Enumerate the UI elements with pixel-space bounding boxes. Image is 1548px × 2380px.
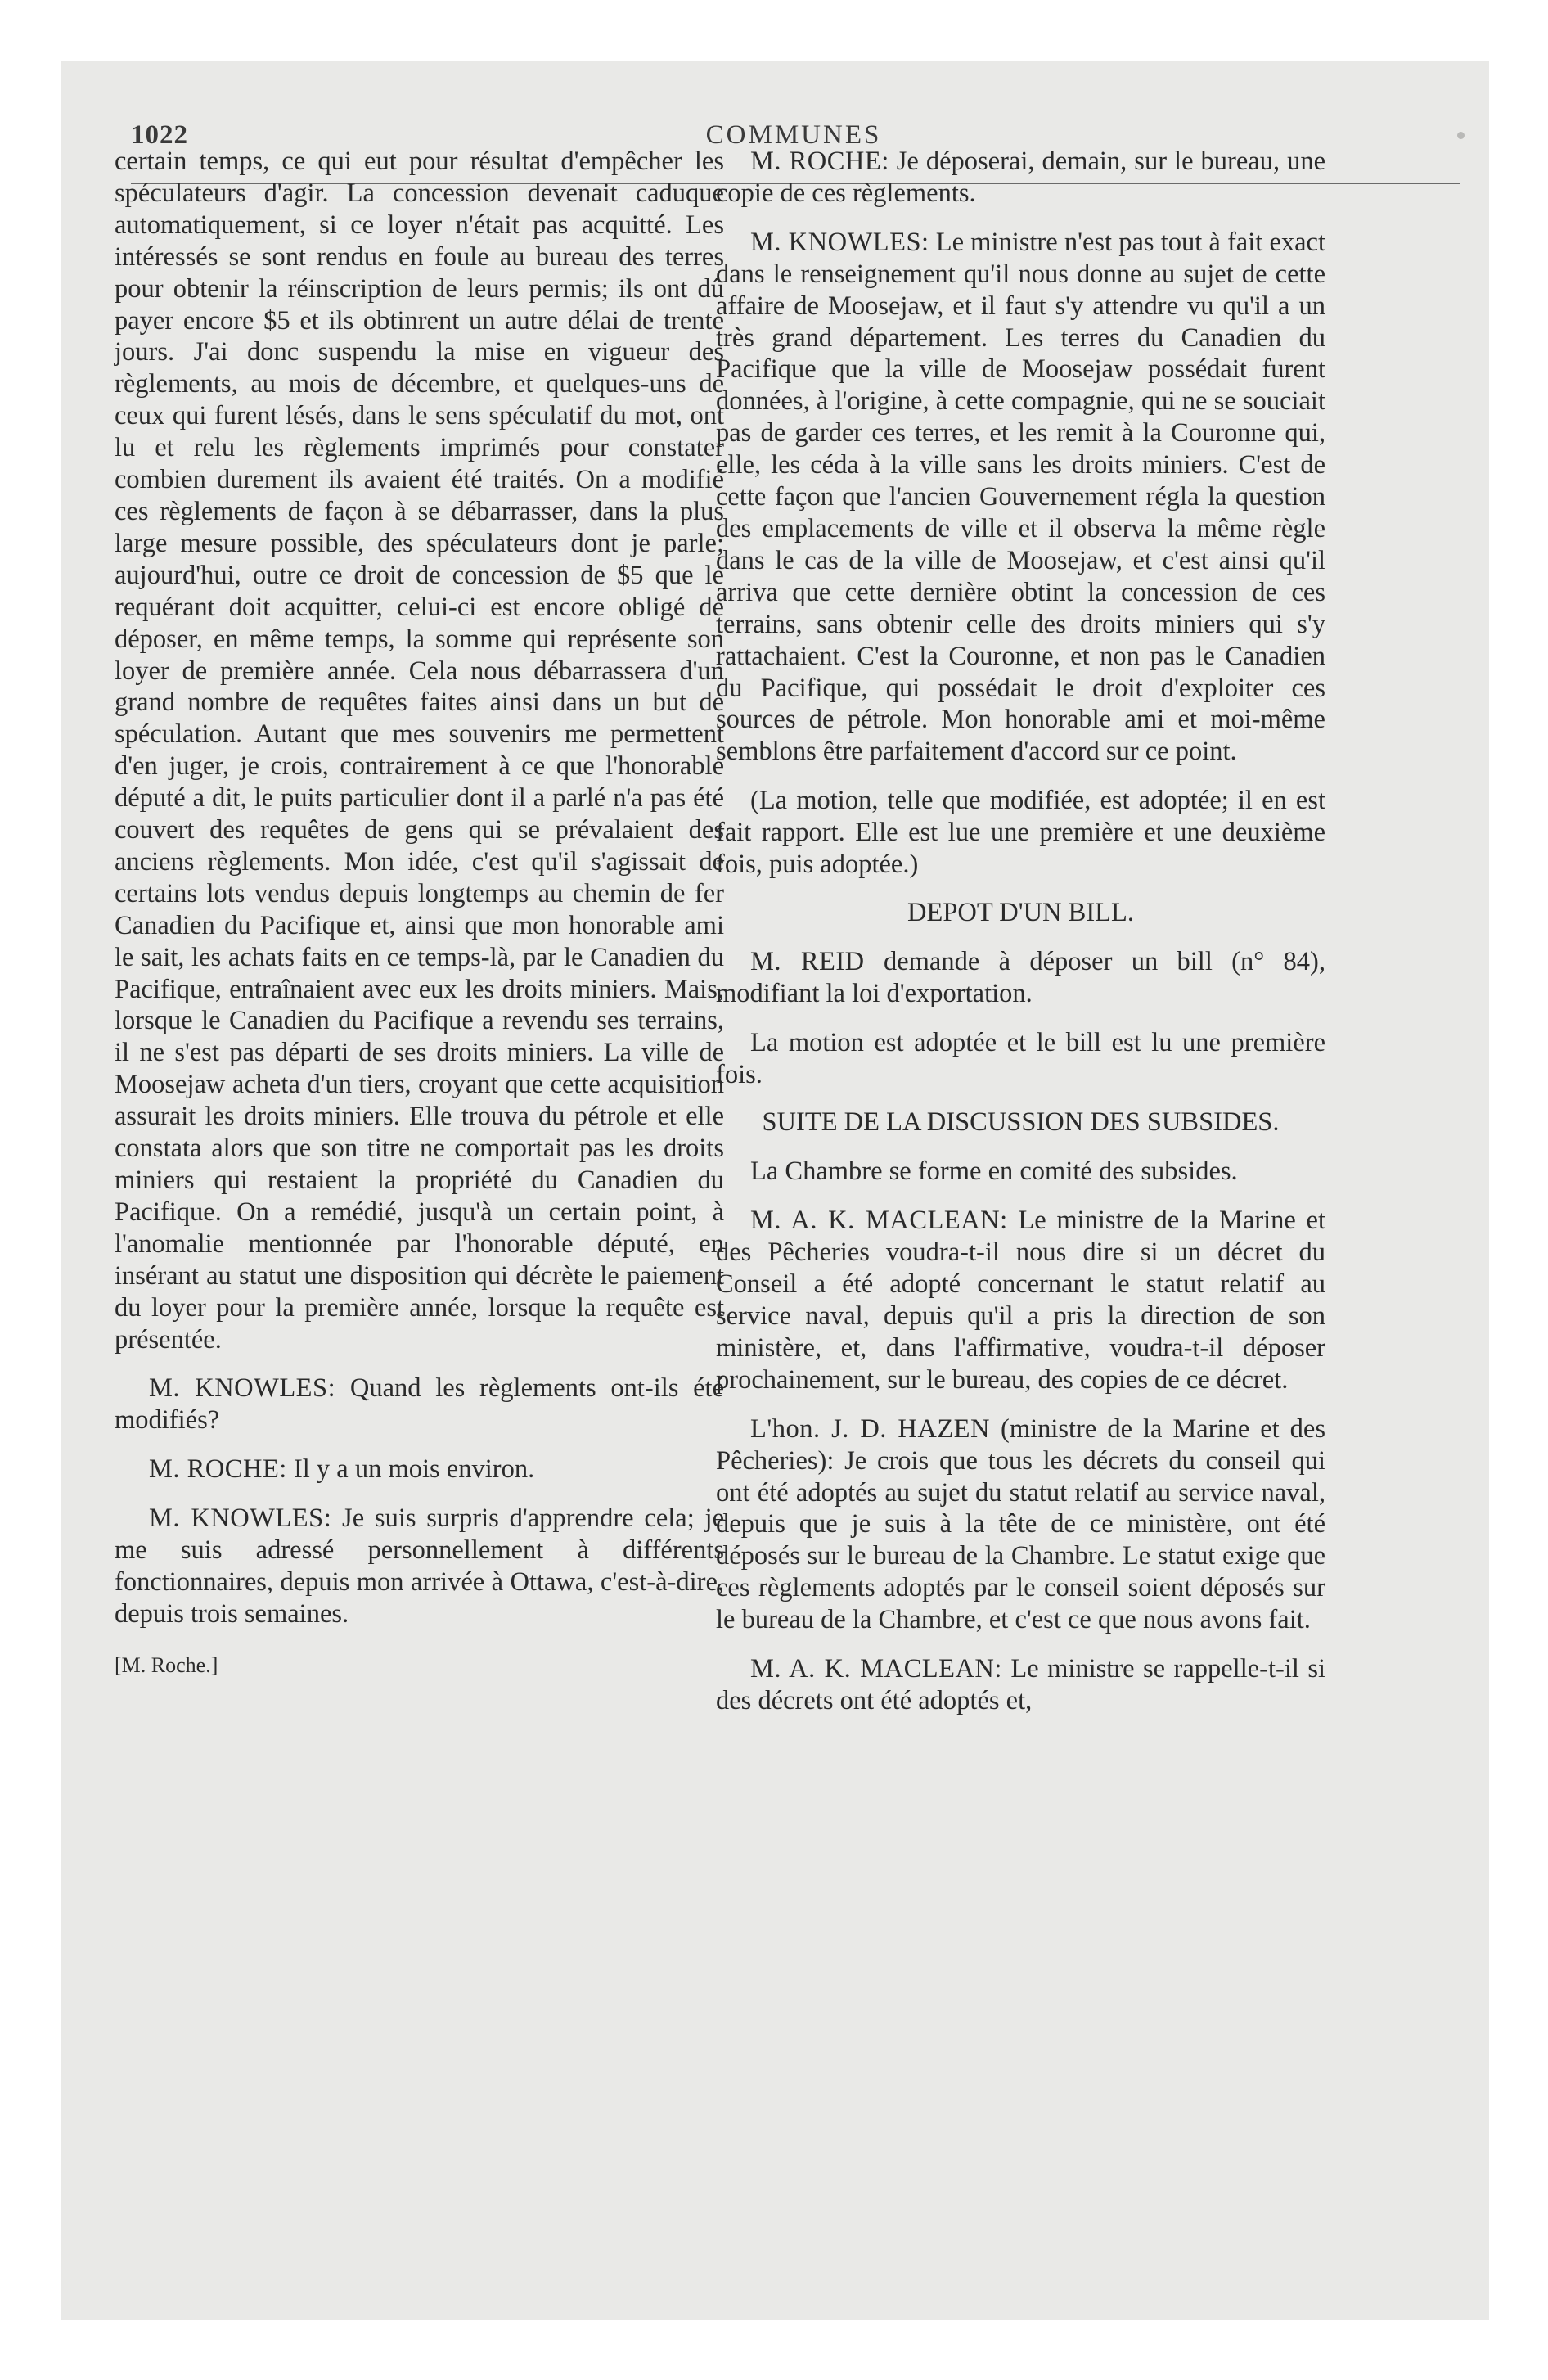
speaker-name: M. A. K. MACLEAN: [750, 1654, 1002, 1684]
paragraph: La Chambre se forme en comité des subsides. [750, 1156, 1238, 1187]
paragraph: M. A. K. MACLEAN: Le ministre se rappelle-t-il si des décrets ont été adoptés et, [716, 1654, 1325, 1715]
paragraph: (La motion, telle que modifiée, est adoptée; il en est fait rapport. Elle est lue une première et une deuxième fois, puis adoptée.) [716, 786, 1325, 880]
paragraph: M. A. K. MACLEAN: Le ministre de la Marine et des Pêcheries voudra-t-il nous dire si un décret du Conseil a été adopté concernant le statut relatif au service naval, depuis qu'il a pris la direction de son ministère, et, dans l'affirmative, voudra-t-il déposer prochainement, sur le bureau, des copies de ce décret. [716, 1206, 1325, 1395]
paragraph: M. ROCHE: Il y a un mois environ. [149, 1454, 535, 1485]
left-column [115, 146, 724, 1678]
speaker-name: M. ROCHE: [149, 1454, 287, 1485]
speaker-name: M. A. K. MACLEAN: [750, 1206, 1008, 1236]
speaker-attribution: [M. Roche.] [115, 1652, 218, 1677]
speaker-name: M. KNOWLES: [750, 227, 929, 257]
paragraph: certain temps, ce qui eut pour résultat d'empêcher les spéculateurs d'agir. La concession devenait caduque automatiquement, si ce loyer n'était pas acquitté. Les intéressés se sont rendus en foule au bureau des terres pour obtenir la réinscription de leurs permis; ils ont dû payer encore $5 et ils obtinrent un autre délai de trente jours. J'ai donc suspendu la mise en vigueur des règlements, au mois de décembre, et quelques-uns de ceux qui furent lésés, dans le sens spéculatif du mot, ont lu et relu les règlements imprimés pour constater combien durement ils avaient été traités. On a modifié ces règlements de façon à se débarrasser, dans la plus large mesure possible, des spéculateurs dont je parle; aujourd'hui, outre ce droit de concession de $5 que le requérant doit acquitter, celui-ci est encore obligé de déposer, en même temps, la somme qui représente son loyer de première année. Cela nous débarrassera d'un grand nombre de requêtes faites ainsi dans un but de spéculation. Autant que mes souvenirs me permettent d'en juger, je crois, contrairement à ce que l'honorable député a dit, le puits particulier dont il a parlé n'a pas été couvert des requêtes de gens qui se prévalaient des anciens règlements. Mon idée, c'est qu'il s'agissait de certains lots vendus depuis longtemps au chemin de fer Canadien du Pacifique et, ainsi que mon honorable ami le sait, les achats faits en ce temps-là, par le Canadien du Pacifique, entraînaient avec eux les droits miniers. Mais, lorsque le Canadien du Pacifique a revendu ses terrains, il ne s'est pas départi de ses droits miniers. La ville de Moosejaw acheta d'un tiers, croyant que cette acquisition assurait les droits miniers. Elle trouva du pétrole et elle constata alors que son titre ne comportait pas les droits miniers qui restaient la propriété du Canadien du Pacifique. On a remédié, jusqu'à un certain point, à l'anomalie mentionnée par l'honorable député, en insérant au statut une disposition qui décrète le paiement du loyer pour la première année, lorsque la requête est présentée. [115, 146, 724, 1355]
section-heading: SUITE DE LA DISCUSSION DES SUBSIDES. [762, 1107, 1280, 1138]
speaker-name: M. ROCHE: [750, 146, 889, 176]
paragraph: M. KNOWLES: Le ministre n'est pas tout à fait exact dans le renseignement qu'il nous donne au sujet de cette affaire de Moosejaw, et il faut s'y attendre vu qu'il a un très grand département. Les terres du Canadien du Pacifique que la ville de Moosejaw possédait furent données, à l'origine, à cette compagnie, qui ne se souciait pas de garder ces terres, et les remit à la Couronne qui, elle, les céda à la ville sans les droits miniers. C'est de cette façon que l'ancien Gouvernement régla la question des emplacements de ville et il observa la même règle dans le cas de la ville de Moosejaw, et c'est ainsi qu'il arriva que cette dernière obtint la concession de ces terrains, sans obtenir celle des droits miniers qui s'y rattachaient. C'est la Couronne, et non pas le Canadien du Pacifique, qui possédait le droit d'exploiter ces sources de pétrole. Mon honorable ami et moi-même semblons être parfaitement d'accord sur ce point. [716, 227, 1325, 767]
paragraph: M. KNOWLES: Quand les règlements ont-ils été modifiés? [115, 1373, 724, 1436]
paragraph: M. ROCHE: Je déposerai, demain, sur le bureau, une copie de ces règlements. [716, 146, 1326, 208]
page-number: 1022 [131, 120, 188, 150]
speaker-name: M. KNOWLES: [149, 1503, 332, 1534]
margin-mark [1457, 132, 1465, 139]
paragraph: L'hon. J. D. HAZEN (ministre de la Marine et des Pêcheries): Je crois que tous les décrets du conseil qui ont été adoptés au sujet du statut relatif au service naval, depuis que je suis à la tête de ce ministère, ont été déposés sur le bureau de la Chambre. Le statut exige que ces règlements adoptés par le conseil soient déposés sur le bureau de la Chambre, et c'est ce que nous avons fait. [716, 1413, 1325, 1635]
right-column [716, 146, 1325, 1717]
paragraph: M. KNOWLES: Je suis surpris d'apprendre cela; je me suis adressé personnellement à différents fonctionnaires, depuis mon arrivée à Ottawa, c'est-à-dire, depuis trois semaines. [115, 1503, 725, 1629]
paragraph: La motion est adoptée et le bill est lu une première fois. [716, 1027, 1325, 1089]
section-heading: DEPOT D'UN BILL. [907, 897, 1134, 927]
speaker-name: M. KNOWLES: [149, 1373, 336, 1404]
speaker-name: L'hon. J. D. HAZEN [750, 1413, 991, 1444]
paragraph: M. REID demande à déposer un bill (n° 84), modifiant la loi d'exportation. [716, 946, 1325, 1008]
running-head: COMMUNES [705, 120, 882, 150]
speaker-name: M. REID [750, 946, 865, 976]
